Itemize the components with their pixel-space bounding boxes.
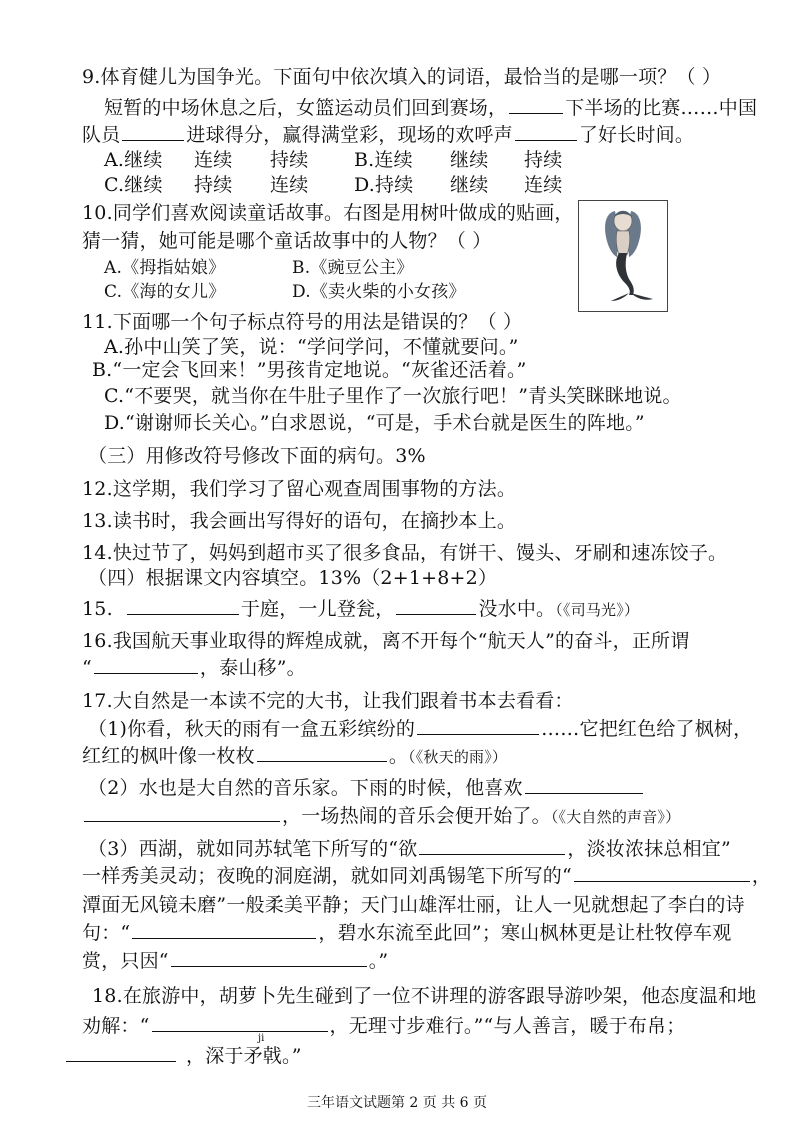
q18-line-2: 劝解：“ ，无理寸步难行。”“与人善言，暖于布帛； xyxy=(82,1015,686,1037)
q16-line-2: “ ，泰山移”。 xyxy=(82,657,306,679)
blank[interactable] xyxy=(66,1045,176,1062)
q9-option-b-2: 继续 xyxy=(450,149,489,171)
q17-2-line-2: ，一场热闹的音乐会便开始了。（《大自然的声音》） xyxy=(82,803,680,830)
q9-option-b-1: B.连续 xyxy=(354,149,413,171)
q12-sentence: 12.这学期，我们学习了留心观查周围事物的方法。 xyxy=(82,478,517,500)
leaf-collage-picture xyxy=(578,200,668,312)
q17-3-line-4: 句：“ ，碧水东流至此回”；寒山枫林更是让杜牧停车观 xyxy=(82,922,732,944)
page-footer: 三年语文试题第 2 页 共 6 页 xyxy=(306,1095,488,1111)
q9-options-row-2 xyxy=(104,172,562,198)
blank[interactable] xyxy=(122,124,184,141)
q9-option-b-3: 持续 xyxy=(524,149,563,171)
q17-3-line-3: 潭面无风镜未磨”一般柔美平静；天门山雄浑壮丽，让人一见就想起了李白的诗 xyxy=(82,894,745,916)
q9-option-d-3: 连续 xyxy=(524,174,563,196)
section-4-title: （四）根据课文内容填空。13%（2+1+8+2） xyxy=(88,567,498,589)
q11-option-b: B.“一定会飞回来！”男孩肯定地说。“灰雀还活着。” xyxy=(92,359,527,381)
blank[interactable] xyxy=(84,805,280,822)
q9-stem: 9.体育健儿为国争光。下面句中依次填入的词语，最恰当的是哪一项？（ ） xyxy=(82,66,722,88)
q9-option-a-2: 连续 xyxy=(194,149,233,171)
pinyin-annotation: ji xyxy=(258,1033,265,1044)
q17-3-line-2: 一样秀美灵动；夜晚的洞庭湖，就如同刘禹锡笔下所写的“ ， xyxy=(82,865,772,887)
blank[interactable] xyxy=(396,598,476,615)
q17-1-line-1: （1)你看，秋天的雨有一盒五彩缤纷的 ……它把红色给了枫树， xyxy=(88,718,753,740)
q18-line-1: 18.在旅游中，胡萝卜先生碰到了一位不讲理的游客跟导游吵架，他态度温和地 xyxy=(92,985,757,1007)
q9-option-c-3: 连续 xyxy=(270,174,309,196)
q14-sentence: 14.快过节了，妈妈到超市买了很多食品，有饼干、馒头、牙刷和速冻饺子。 xyxy=(82,542,728,564)
q10-options-row-2 xyxy=(104,279,466,305)
q10-stem-line-1: 10.同学们喜欢阅读童话故事。右图是用树叶做成的贴画， xyxy=(82,202,574,224)
mermaid-illustration xyxy=(579,201,667,311)
blank[interactable] xyxy=(574,865,750,882)
blank[interactable] xyxy=(127,598,239,615)
q10-option-c: C.《海的女儿》 xyxy=(104,282,226,302)
blank[interactable] xyxy=(417,718,539,735)
q10-stem-line-2: 猜一猜，她可能是哪个童话故事中的人物？（ ） xyxy=(82,230,492,252)
q16-line-1: 16.我国航天事业取得的辉煌成就，离不开每个“航天人”的奋斗，正所谓 xyxy=(82,630,690,652)
q15-line: 15. 于庭，一儿登瓮， 没水中。（《司马光》） xyxy=(82,598,640,620)
blank[interactable] xyxy=(515,124,577,141)
q11-stem: 11.下面哪一个句子标点符号的用法是错误的？（ ） xyxy=(82,311,523,333)
q10-option-d: D.《卖火柴的小女孩》 xyxy=(292,282,466,302)
q13-sentence: 13.读书时，我会画出写得好的语句，在摘抄本上。 xyxy=(82,510,517,532)
q9-option-d-2: 继续 xyxy=(450,174,489,196)
q10-option-b: B.《豌豆公主》 xyxy=(292,258,414,278)
q17-3-line-5: 赏，只因“ 。” xyxy=(82,950,389,972)
q10-options-row-1 xyxy=(104,255,414,281)
q17-3-line-1: （3）西湖，就如同苏轼笔下所写的“欲 ，淡妆浓抹总相宜” xyxy=(88,838,731,860)
q17-1-line-2: 红红的枫叶像一枚枚 。（《秋天的雨》） xyxy=(82,745,508,767)
q9-passage-line-1: 短暂的中场休息之后，女篮运动员们回到赛场， 下半场的比赛……中国 xyxy=(104,97,758,119)
blank[interactable] xyxy=(419,838,565,855)
blank[interactable] xyxy=(171,950,367,967)
section-3-title: （三）用修改符号修改下面的病句。3% xyxy=(88,445,426,467)
q9-option-a-1: A.继续 xyxy=(104,149,163,171)
blank[interactable] xyxy=(94,657,198,674)
blank[interactable] xyxy=(132,922,316,939)
q10-option-a: A.《拇指姑娘》 xyxy=(104,258,226,278)
q11-option-c: C.“不要哭，就当你在牛肚子里作了一次旅行吧！”青头笑眯眯地说。 xyxy=(104,385,682,407)
q11-option-a: A.孙中山笑了笑，说：“学问学问，不懂就要问。” xyxy=(104,336,519,358)
blank[interactable] xyxy=(509,97,563,114)
blank[interactable] xyxy=(257,745,387,762)
blank[interactable] xyxy=(525,777,643,794)
q9-option-d-1: D.持续 xyxy=(354,174,414,196)
q9-option-c-2: 持续 xyxy=(194,174,233,196)
q9-passage-line-2: 队员 进球得分，赢得满堂彩，现场的欢呼声 了好长时间。 xyxy=(82,124,695,146)
q17-stem: 17.大自然是一本读不完的大书，让我们跟着书本去看看： xyxy=(82,690,574,712)
q9-option-c-1: C.继续 xyxy=(104,174,163,196)
q18-line-3: ，深于矛戟。” xyxy=(64,1043,302,1069)
blank[interactable] xyxy=(152,1015,328,1032)
q9-option-a-3: 持续 xyxy=(270,149,309,171)
q11-option-d: D.“谢谢师长关心。”白求恩说，“可是，手术台就是医生的阵地。” xyxy=(104,412,645,434)
q17-2-line-1: （2）水也是大自然的音乐家。下雨的时候，他喜欢 xyxy=(88,775,645,801)
q9-options-row-1 xyxy=(104,147,562,173)
